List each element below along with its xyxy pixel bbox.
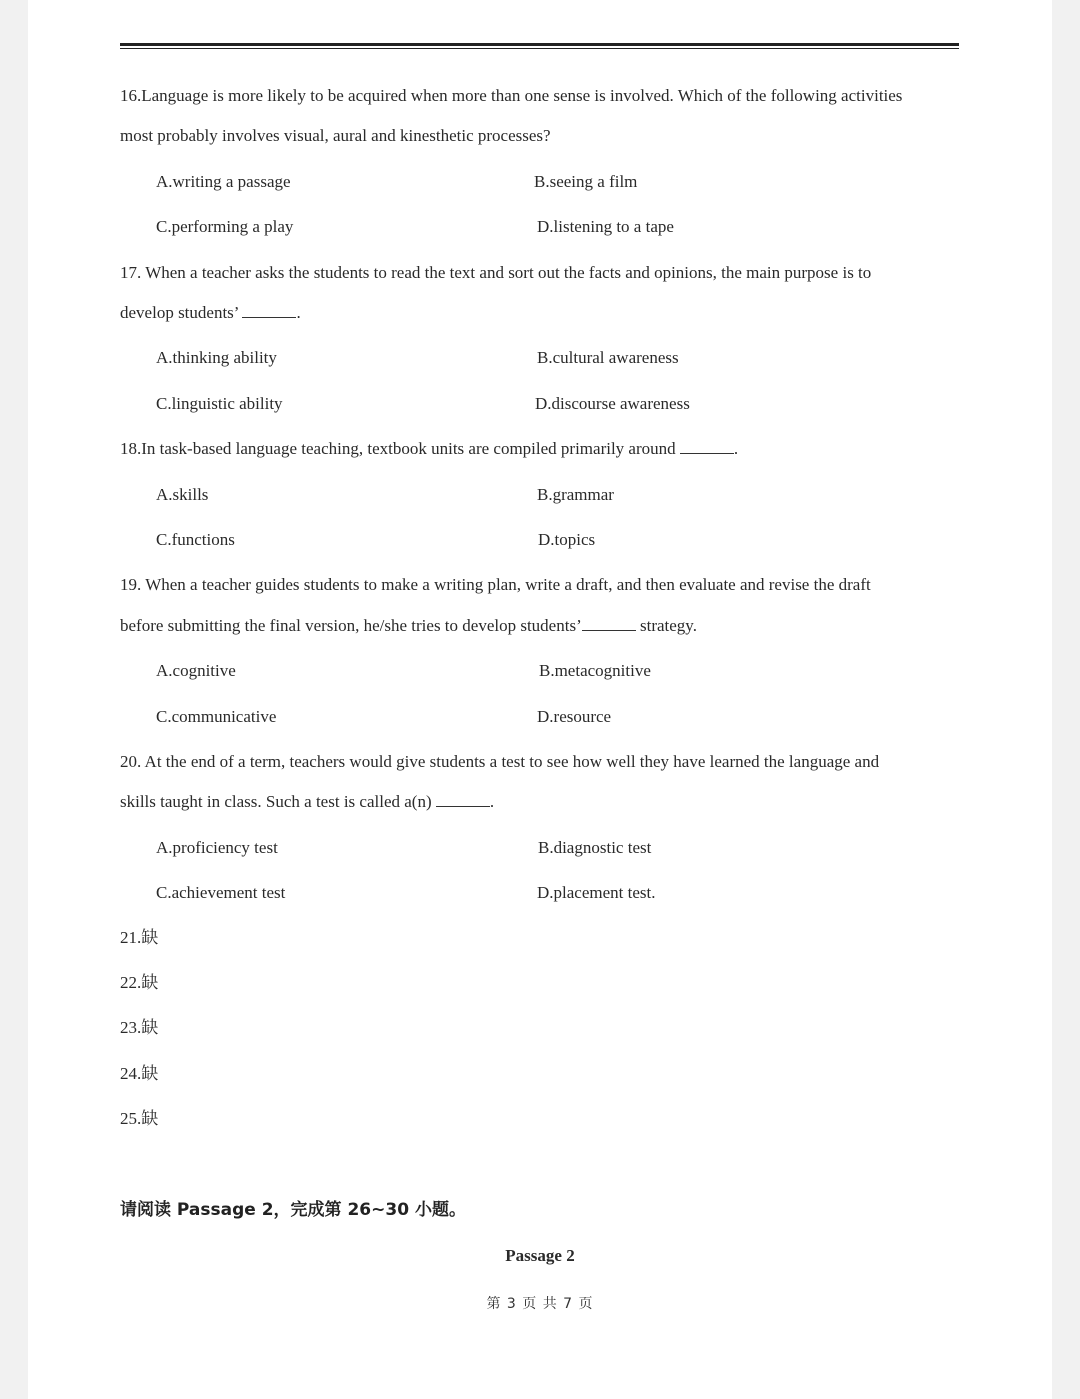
q17-stem-line1: 17. When a teacher asks the students to read the text and sort out the facts and opinions, the main purpose is to	[120, 263, 872, 282]
q16-option-a: A.writing a passage	[156, 172, 291, 191]
q17-option-a: A.thinking ability	[156, 348, 277, 367]
q22-missing: 22.缺	[120, 973, 159, 992]
q18-stem-text: 18.In task-based language teaching, textbook units are compiled primarily around	[120, 439, 676, 458]
q18-option-a: A.skills	[156, 485, 209, 504]
header-rule-thick	[120, 43, 959, 46]
q19-stem-text: before submitting the final version, he/she tries to develop students’	[120, 616, 582, 635]
q17-option-d: D.discourse awareness	[535, 394, 690, 413]
q20-stem-end: .	[489, 792, 495, 811]
q16-option-d: D.listening to a tape	[537, 217, 674, 236]
q19-option-b: B.metacognitive	[539, 661, 651, 680]
q18-stem-end: .	[733, 439, 739, 458]
passage-title: Passage 2	[505, 1246, 575, 1265]
q16-option-b: B.seeing a film	[534, 172, 638, 191]
q17-stem-end: .	[296, 303, 301, 322]
q18-option-b: B.grammar	[537, 485, 614, 504]
q23-missing: 23.缺	[120, 1018, 159, 1037]
q20-option-c: C.achievement test	[156, 883, 286, 902]
q19-blank	[582, 616, 636, 631]
q19-stem-end: strategy.	[639, 616, 697, 635]
q17-blank	[242, 303, 296, 318]
q18-blank	[680, 439, 734, 454]
section-instruction: 请阅读 Passage 2，完成第 26~30 小题。	[120, 1200, 466, 1220]
page-footer: 第 3 页 共 7 页	[486, 1296, 594, 1312]
q19-stem-line1: 19. When a teacher guides students to make a writing plan, write a draft, and then evaluate and revise the draft	[120, 575, 871, 594]
q17-stem-text: develop students’	[120, 303, 239, 322]
q19-option-a: A.cognitive	[156, 661, 236, 680]
q18-option-d: D.topics	[538, 530, 596, 549]
q20-option-b: B.diagnostic test	[538, 838, 652, 857]
q16-stem-line2: most probably involves visual, aural and kinesthetic processes?	[120, 126, 551, 145]
header-rule-thin	[120, 48, 959, 49]
q19-option-d: D.resource	[537, 707, 612, 726]
q21-missing: 21.缺	[120, 928, 159, 947]
q20-stem-line2	[120, 792, 494, 812]
q20-stem-line1: 20. At the end of a term, teachers would give students a test to see how well they have learned the language and	[120, 752, 880, 771]
q17-option-c: C.linguistic ability	[156, 394, 283, 413]
q18-stem-line1	[120, 439, 738, 459]
q20-stem-text: skills taught in class. Such a test is called a(n)	[120, 792, 432, 811]
q20-option-a: A.proficiency test	[156, 838, 278, 857]
q17-stem-line2	[120, 303, 301, 323]
q18-option-c: C.functions	[156, 530, 235, 549]
q19-option-c: C.communicative	[156, 707, 277, 726]
q20-option-d: D.placement test.	[537, 883, 656, 902]
q16-option-c: C.performing a play	[156, 217, 294, 236]
q17-option-b: B.cultural awareness	[537, 348, 679, 367]
q19-stem-line2	[120, 616, 697, 636]
q20-blank	[436, 792, 490, 807]
q24-missing: 24.缺	[120, 1064, 159, 1083]
q16-stem-line1: 16.Language is more likely to be acquired when more than one sense is involved. Which of the following activities	[120, 86, 903, 105]
q25-missing: 25.缺	[120, 1109, 159, 1128]
exam-page	[28, 0, 1052, 1399]
